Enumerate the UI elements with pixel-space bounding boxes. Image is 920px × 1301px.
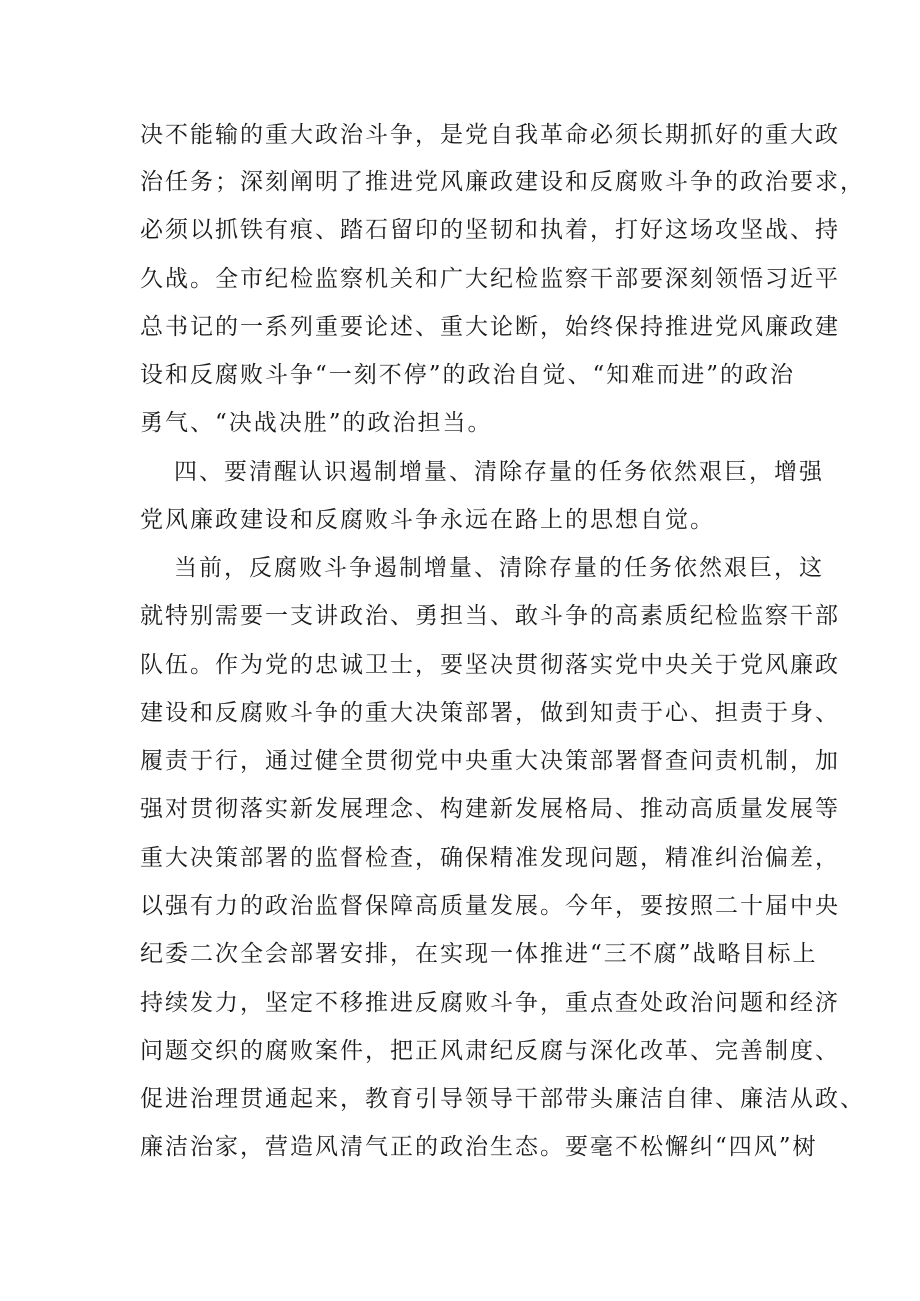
- text-line: 必须以抓铁有痕、踏石留印的坚韧和执着，打好这场攻坚战、持: [140, 217, 840, 243]
- section-heading-line: 党风廉政建设和反腐败斗争永远在路上的思想自觉。: [140, 507, 715, 533]
- text-line: 决不能输的重大政治斗争，是党自我革命必须长期抓好的重大政: [140, 122, 840, 148]
- text-line: 问题交织的腐败案件，把正风肃纪反腐与深化改革、完善制度、: [140, 1038, 840, 1064]
- text-line: 强对贯彻落实新发展理念、构建新发展格局、推动高质量发展等: [140, 796, 840, 822]
- text-line: 纪委二次全会部署安排，在实现一体推进“三不腐”战略目标上: [140, 941, 818, 967]
- text-line: 履责于行，通过健全贯彻党中央重大决策部署督查问责机制，加: [140, 748, 840, 774]
- text-line: 建设和反腐败斗争的重大决策部署，做到知责于心、担责于身、: [140, 700, 840, 726]
- paragraph-first-line: 当前，反腐败斗争遏制增量、清除存量的任务依然艰巨，这: [174, 555, 824, 581]
- text-line: 治任务；深刻阐明了推进党风廉政建设和反腐败斗争的政治要求，: [140, 169, 865, 195]
- text-line: 持续发力，坚定不移推进反腐败斗争，重点查处政治问题和经济: [140, 990, 840, 1016]
- text-line: 久战。全市纪检监察机关和广大纪检监察干部要深刻领悟习近平: [140, 266, 840, 292]
- text-line: 以强有力的政治监督保障高质量发展。今年，要按照二十届中央: [140, 893, 840, 919]
- text-line: 队伍。作为党的忠诚卫士，要坚决贯彻落实党中央关于党风廉政: [140, 652, 840, 678]
- text-line: 就特别需要一支讲政治、勇担当、敢斗争的高素质纪检监察干部: [140, 603, 840, 629]
- text-line: 勇气、“决战决胜”的政治担当。: [140, 410, 493, 436]
- text-line: 设和反腐败斗争“一刻不停”的政治自觉、“知难而进”的政治: [140, 362, 796, 388]
- section-heading-line: 四、要清醒认识遏制增量、清除存量的任务依然艰巨，增强: [174, 459, 824, 485]
- text-line: 总书记的一系列重要论述、重大论断，始终保持推进党风廉政建: [140, 314, 840, 340]
- text-line: 重大决策部署的监督检查，确保精准发现问题，精准纠治偏差，: [140, 845, 840, 871]
- text-line: 廉洁治家，营造风清气正的政治生态。要毫不松懈纠“四风”树: [140, 1134, 818, 1160]
- text-line: 促进治理贯通起来，教育引导领导干部带头廉洁自律、廉洁从政、: [140, 1086, 865, 1112]
